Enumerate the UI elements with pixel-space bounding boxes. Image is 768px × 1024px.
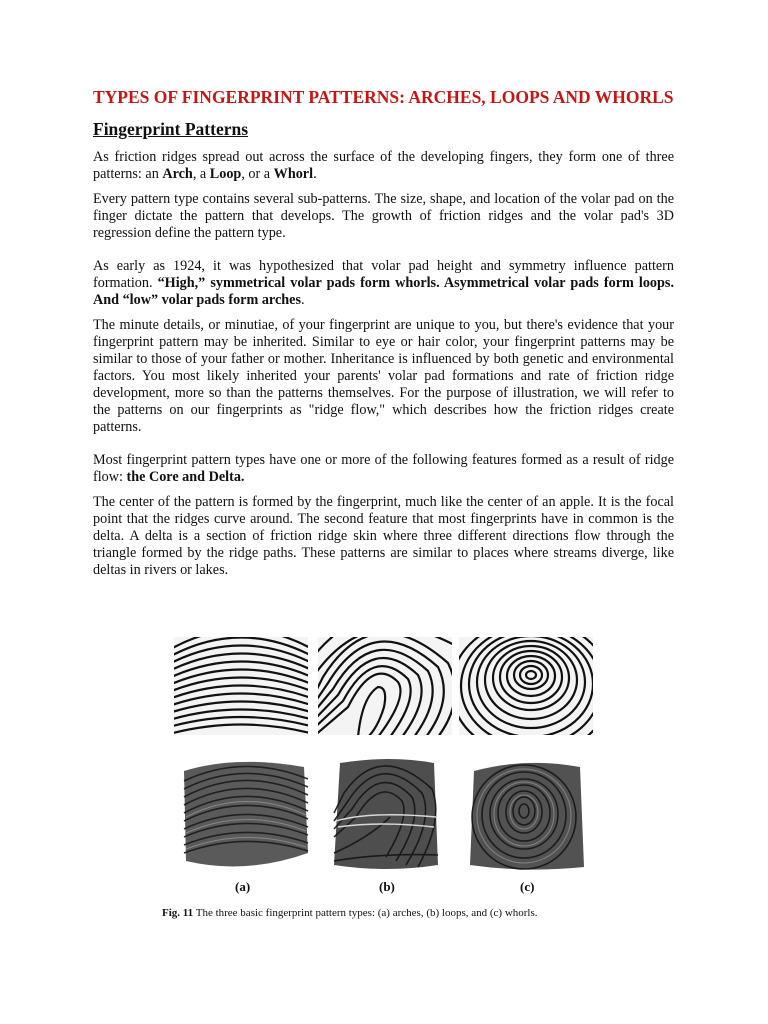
whorl-rolled-image — [466, 757, 586, 873]
figure-caption — [162, 906, 622, 920]
panel-label-a: (a) — [235, 879, 251, 894]
panel-label-c: (c) — [520, 879, 535, 894]
page-title: TYPES OF FINGERPRINT PATTERNS: ARCHES, LOOPS AND WHORLS — [93, 87, 674, 107]
paragraph-core-delta — [93, 452, 674, 486]
bold-core-delta: the Core and Delta. — [126, 469, 245, 485]
bold-volar-statement: “High,” symmetrical volar pads form whorls. Asymmetrical volar pads form loops. And “low” volar pads form arches — [93, 275, 674, 308]
text-run: . — [313, 166, 317, 182]
text-run: . — [300, 292, 305, 308]
section-heading: Fingerprint Patterns — [93, 119, 249, 139]
arch-rolled-image — [176, 757, 312, 873]
paragraph-volar-pad — [93, 258, 674, 309]
paragraph-center-delta: The center of the pattern is formed by the fingerprint, much like the center of an apple. It is the focal point that the ridges curve around. The second feature that most fingerprints have in common is the delta. A delta is a section of friction ridge skin where three different directions flow through the triangle formed by the ridge paths. These patterns are similar to places where streams diverge, like deltas in rivers or lakes. — [93, 494, 674, 578]
arch-print-image — [174, 637, 308, 735]
fingerprint-row-ink — [172, 637, 596, 737]
loop-print-image — [318, 637, 452, 735]
caption-label: Fig. 11 — [162, 907, 194, 919]
paragraph-pattern-types — [93, 149, 674, 183]
bold-term-arch: Arch — [162, 166, 193, 182]
figure-panel-labels — [0, 879, 768, 899]
caption-text: The three basic fingerprint pattern types: (a) arches, (b) loops, and (c) whorls. — [193, 907, 538, 919]
loop-rolled-image — [330, 757, 442, 873]
document-body — [93, 86, 674, 579]
text-run: As friction ridges spread out across the surface of the developing fingers, they form one of three patterns: an — [93, 149, 674, 182]
paragraph-minutiae: The minute details, or minutiae, of your fingerprint are unique to you, but there's evidence that your fingerprint pattern may be inherited. Similar to eye or hair color, your fingerprint patterns may be similar to those of your father or mother. Inheritance is influenced by both genetic and environmental factors. You most likely inherited your parents' volar pad formations and rate of friction ridge development, more so than the patterns themselves. For the purpose of illustration, we will refer to the patterns on our fingerprints as "ridge flow," which describes how the friction ridges create patterns. — [93, 317, 674, 435]
bold-term-loop: Loop — [209, 166, 242, 182]
text-run: , a — [192, 166, 210, 182]
whorl-print-image — [459, 637, 593, 735]
fingerprint-figure — [172, 637, 596, 873]
text-run: As early as 1924, it was hypothesized that volar pad height and symmetry influence pattern formation. — [93, 258, 674, 291]
panel-label-b: (b) — [379, 879, 395, 894]
paragraph-sub-patterns: Every pattern type contains several sub-patterns. The size, shape, and location of the volar pad on the finger dictate the pattern that develops. The growth of friction ridges and the volar pad's 3D regression define the pattern type. — [93, 191, 674, 241]
text-run: , or a — [241, 166, 274, 182]
bold-term-whorl: Whorl — [273, 166, 314, 182]
fingerprint-row-rolled — [172, 757, 596, 873]
text-run: Most fingerprint pattern types have one or more of the following features formed as a result of ridge flow: — [93, 452, 674, 485]
